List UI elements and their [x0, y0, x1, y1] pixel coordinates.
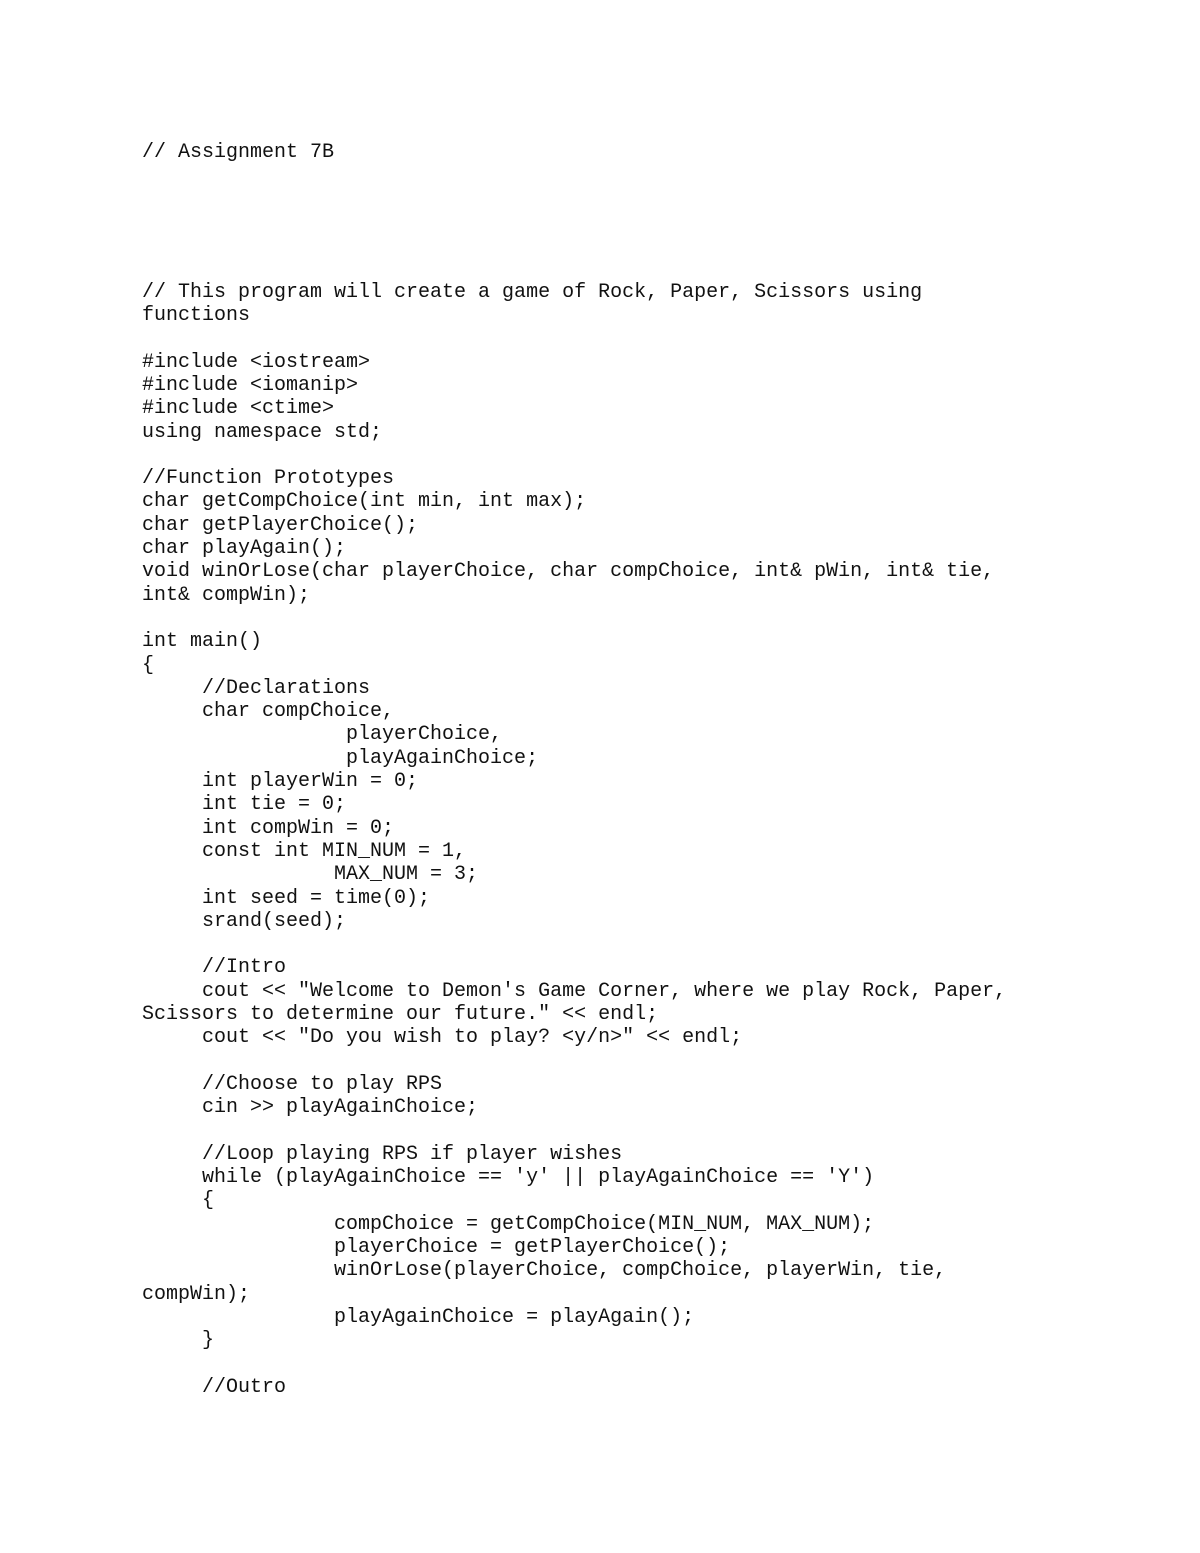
- code-line: [142, 1050, 1006, 1073]
- code-line: int main(): [142, 630, 263, 654]
- code-line: char getPlayerChoice();: [142, 513, 419, 537]
- code-line: [142, 444, 1006, 467]
- code-line: char getCompChoice(int min, int max);: [142, 490, 587, 514]
- code-line: //Outro: [142, 1375, 287, 1399]
- code-line: {: [142, 653, 155, 677]
- code-line: void winOrLose(char playerChoice, char compChoice, int& pWin, int& tie,: [142, 560, 995, 584]
- code-line: //Intro: [142, 956, 287, 980]
- code-line: [142, 933, 1006, 956]
- code-line: compChoice = getCompChoice(MIN_NUM, MAX_NUM);: [142, 1212, 875, 1236]
- code-line: [142, 188, 1006, 211]
- code-line: playerChoice = getPlayerChoice();: [142, 1235, 731, 1259]
- code-line: int seed = time(0);: [142, 886, 431, 910]
- code-line: srand(seed);: [142, 909, 347, 933]
- code-line: [142, 164, 1006, 187]
- code-line: winOrLose(playerChoice, compChoice, playerWin, tie,: [142, 1259, 947, 1283]
- code-listing: [142, 141, 1006, 1399]
- code-line: //Function Prototypes: [142, 467, 395, 491]
- code-line: while (playAgainChoice == 'y' || playAgainChoice == 'Y'): [142, 1166, 875, 1190]
- code-line: playerChoice,: [142, 723, 503, 747]
- code-line: //Declarations: [142, 676, 371, 700]
- code-line: int compWin = 0;: [142, 816, 395, 840]
- code-line: }: [142, 1329, 215, 1353]
- code-line: [142, 607, 1006, 630]
- code-line: {: [142, 1189, 215, 1213]
- code-line: // This program will create a game of Rock, Paper, Scissors using: [142, 280, 923, 304]
- code-line: //Loop playing RPS if player wishes: [142, 1142, 623, 1166]
- code-line: cin >> playAgainChoice;: [142, 1096, 479, 1120]
- code-line: // Assignment 7B: [142, 141, 335, 164]
- code-line: #include <iomanip>: [142, 373, 359, 397]
- code-line: playAgainChoice;: [142, 746, 539, 770]
- code-line: using namespace std;: [142, 420, 383, 444]
- code-line: [142, 257, 1006, 280]
- code-line: #include <iostream>: [142, 350, 371, 374]
- code-line: cout << "Welcome to Demon's Game Corner, where we play Rock, Paper,: [142, 979, 1007, 1003]
- code-line: [142, 234, 1006, 257]
- code-line: cout << "Do you wish to play? <y/n>" << endl;: [142, 1026, 743, 1050]
- code-line: [142, 1352, 1006, 1375]
- code-line: #include <ctime>: [142, 397, 335, 421]
- code-line: playAgainChoice = playAgain();: [142, 1305, 695, 1329]
- code-line: [142, 1119, 1006, 1142]
- code-line: const int MIN_NUM = 1,: [142, 839, 467, 863]
- code-line: compWin);: [142, 1282, 251, 1306]
- code-line: functions: [142, 304, 251, 328]
- code-line: Scissors to determine our future." << endl;: [142, 1002, 659, 1026]
- code-line: [142, 327, 1006, 350]
- code-line: [142, 211, 1006, 234]
- code-line: int playerWin = 0;: [142, 770, 419, 794]
- code-line: int& compWin);: [142, 583, 311, 607]
- code-line: MAX_NUM = 3;: [142, 863, 479, 887]
- code-line: int tie = 0;: [142, 793, 347, 817]
- code-line: char playAgain();: [142, 537, 347, 561]
- code-line: //Choose to play RPS: [142, 1072, 443, 1096]
- code-line: char compChoice,: [142, 700, 395, 724]
